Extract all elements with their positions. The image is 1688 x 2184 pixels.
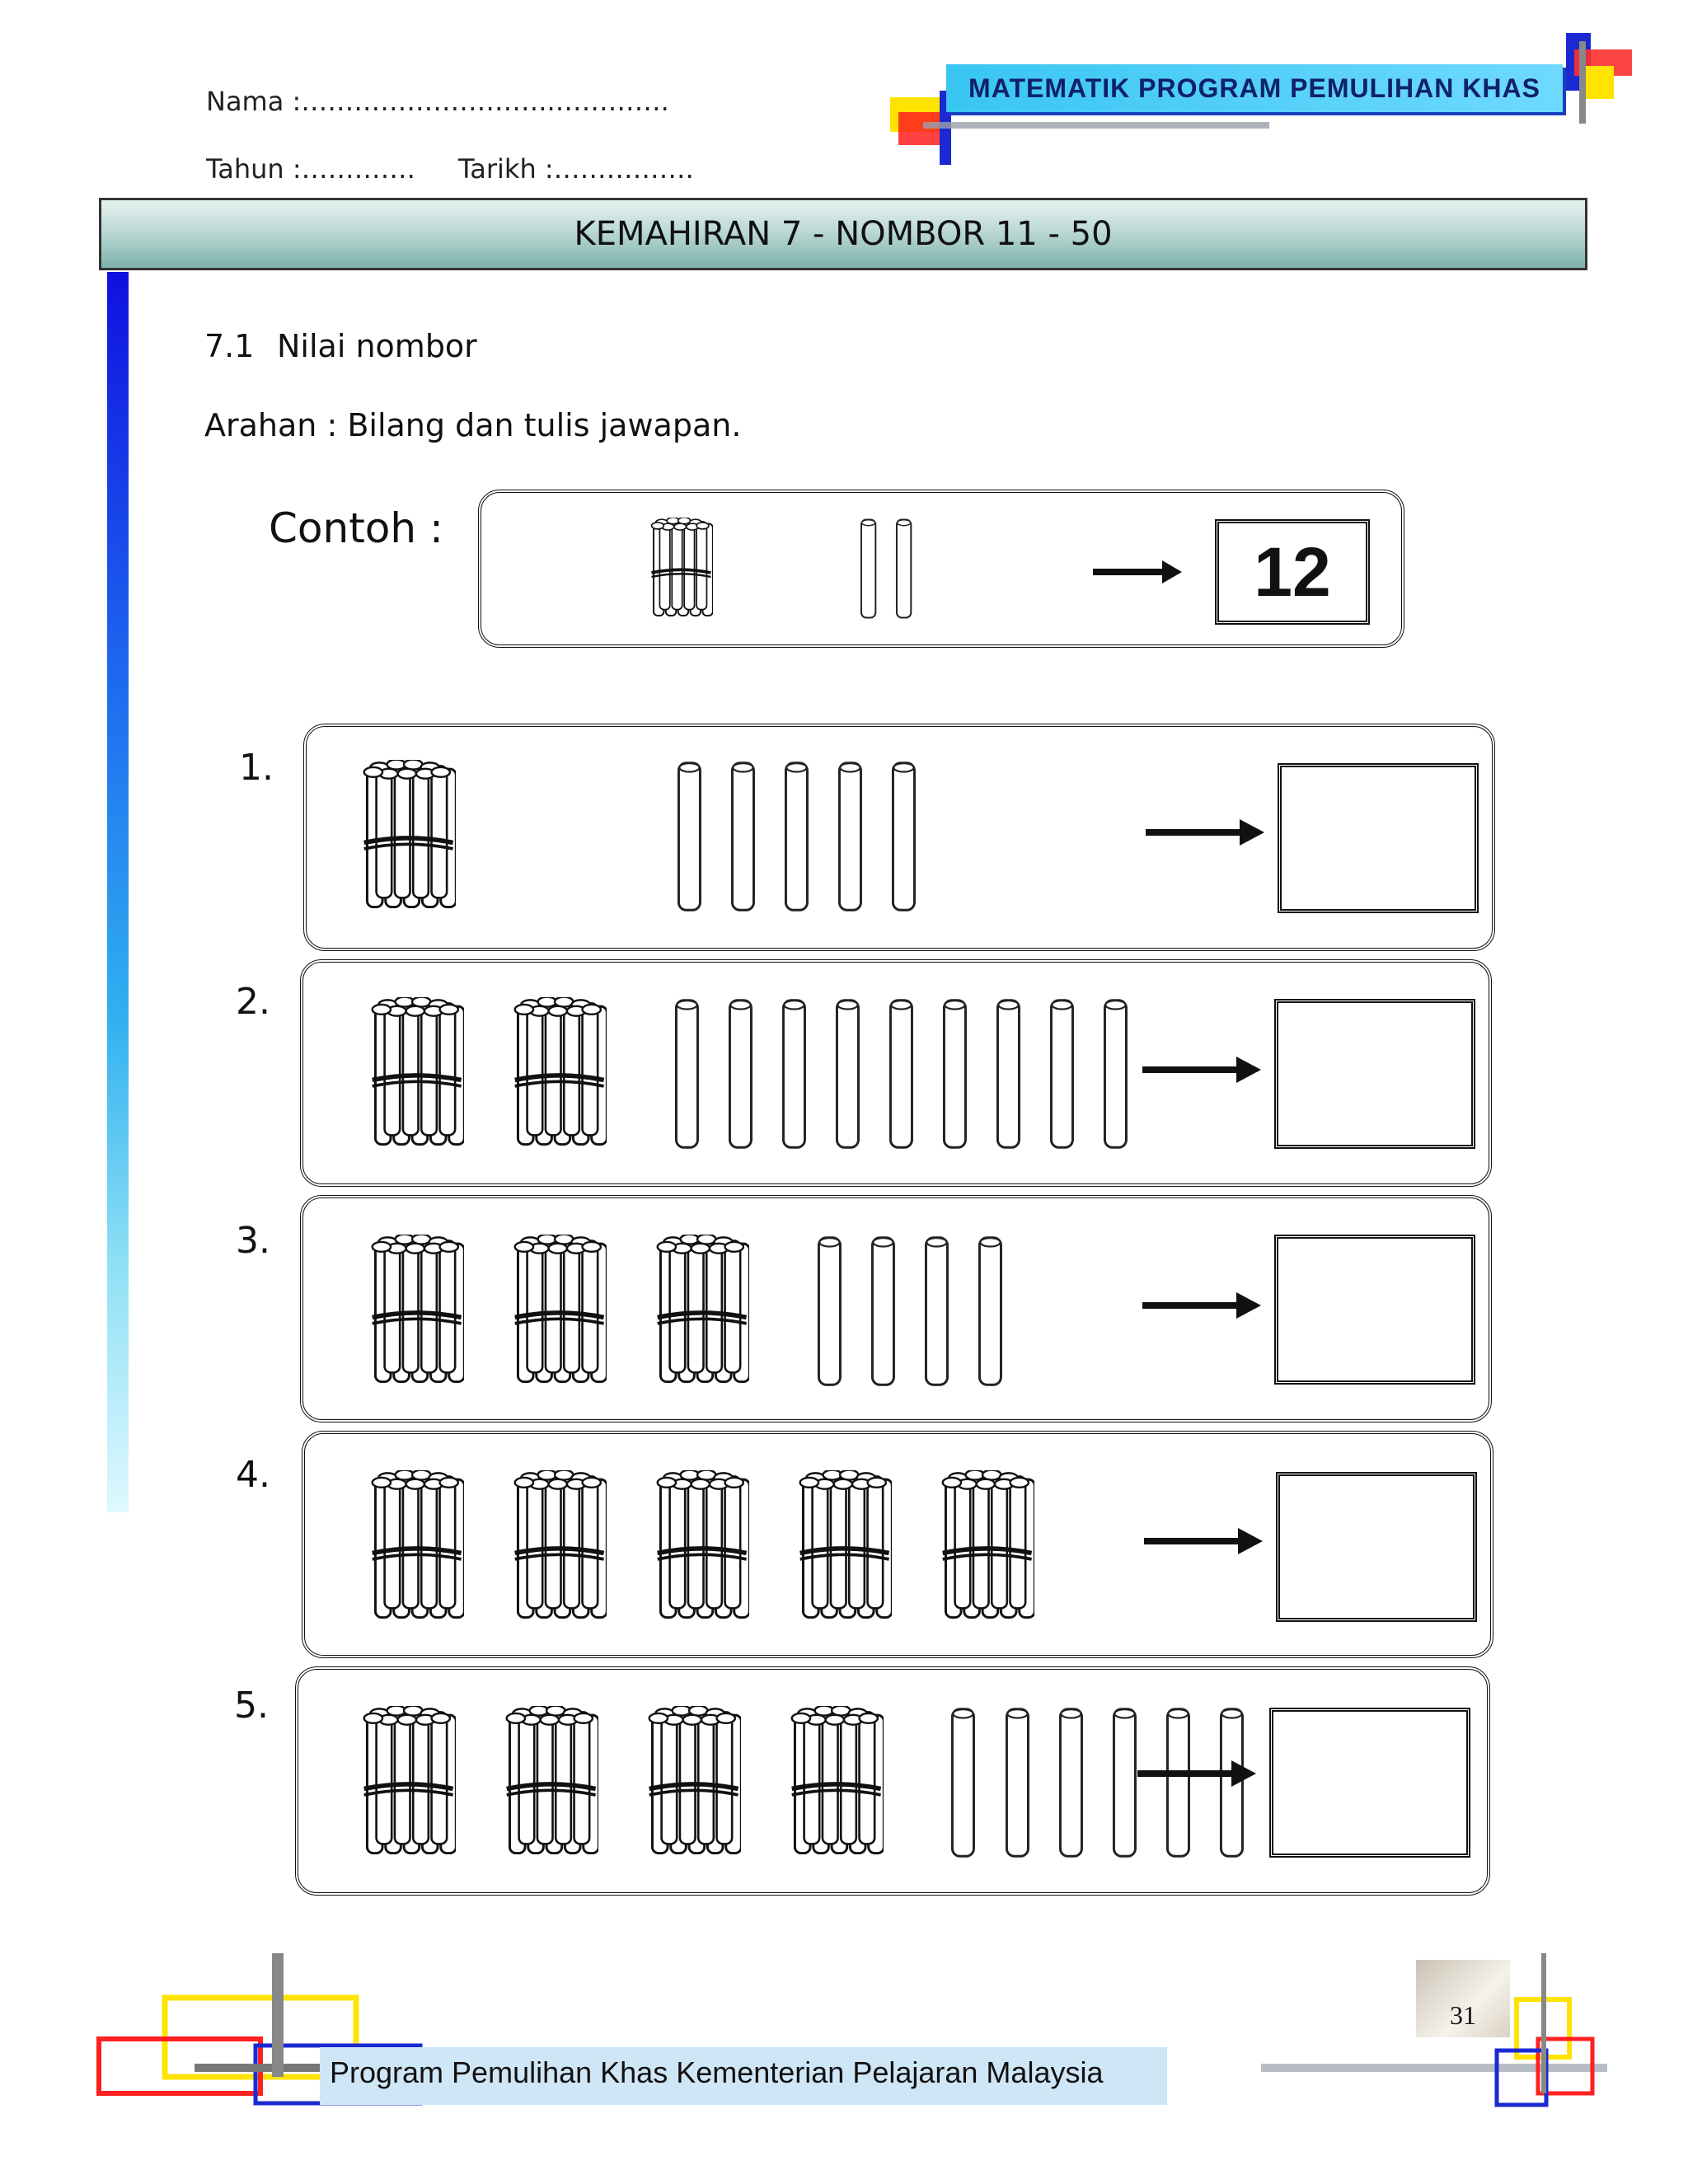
- single-stick-icon: [884, 997, 918, 1151]
- question-box: [303, 724, 1495, 951]
- bundle-of-ten-icon: [646, 1706, 741, 1859]
- single-stick-icon: [1045, 997, 1079, 1151]
- answer-box[interactable]: [1274, 999, 1475, 1149]
- program-banner: MATEMATIK PROGRAM PEMULIHAN KHAS: [946, 64, 1563, 112]
- single-stick-icon: [673, 760, 706, 913]
- bundle-of-ten-icon: [361, 760, 456, 913]
- bundle-of-ten-icon: [649, 518, 713, 620]
- example-items: [649, 518, 1144, 620]
- arrow-icon: [1137, 1754, 1259, 1793]
- arrow-icon: [1142, 1286, 1264, 1325]
- bundle-of-ten-icon: [789, 1706, 884, 1859]
- answer-box[interactable]: [1276, 1472, 1477, 1622]
- bundle-of-ten-icon: [369, 1235, 464, 1388]
- single-stick-icon: [920, 1235, 954, 1388]
- single-stick-icon: [1099, 997, 1132, 1151]
- answer-box[interactable]: [1278, 763, 1479, 913]
- question-box: [300, 959, 1492, 1187]
- date-field[interactable]: Tarikh :…………….: [458, 153, 694, 185]
- question-number: 5.: [234, 1685, 269, 1727]
- year-field[interactable]: Tahun :………….: [206, 153, 415, 185]
- example-box: [478, 490, 1404, 648]
- bundle-of-ten-icon: [361, 1706, 456, 1859]
- page-number-text: 31: [1450, 2000, 1476, 2030]
- arrow-icon: [1142, 1050, 1264, 1090]
- single-stick-icon: [1108, 1706, 1142, 1859]
- question-box: [302, 1431, 1493, 1658]
- single-stick-icon: [866, 1235, 900, 1388]
- section-name: Nilai nombor: [277, 328, 477, 364]
- question-number: 2.: [236, 981, 270, 1023]
- single-stick-icon: [670, 997, 704, 1151]
- example-answer: 12: [1254, 532, 1331, 611]
- example-label: Contoh :: [269, 504, 443, 552]
- footer-text: Program Pemulihan Khas Kementerian Pelajaran Malaysia: [330, 2055, 1104, 2089]
- single-stick-icon: [831, 997, 865, 1151]
- bundle-of-ten-icon: [369, 997, 464, 1151]
- arrow-icon: [1144, 1521, 1266, 1561]
- question-box: [300, 1195, 1492, 1422]
- page-number: [1416, 1960, 1510, 2037]
- question-number: 1.: [239, 747, 274, 789]
- question-items: [369, 1235, 1193, 1388]
- sidebar-gradient: [107, 272, 129, 1512]
- name-field[interactable]: Nama :………………………..………….: [206, 86, 669, 117]
- bundle-of-ten-icon: [512, 997, 607, 1151]
- single-stick-icon: [777, 997, 811, 1151]
- arrow-icon: [1093, 555, 1184, 588]
- single-stick-icon: [887, 760, 921, 913]
- example-answer-box: [1215, 519, 1370, 625]
- question-box: [295, 1666, 1490, 1896]
- single-stick-icon: [973, 1235, 1007, 1388]
- question-number: 4.: [236, 1454, 270, 1496]
- bundle-of-ten-icon: [369, 1470, 464, 1624]
- question-items: [369, 997, 1193, 1151]
- single-stick-icon: [857, 518, 879, 620]
- question-items: [361, 760, 1185, 913]
- section-number: 7.1: [204, 328, 255, 364]
- bundle-of-ten-icon: [504, 1706, 598, 1859]
- bundle-of-ten-icon: [654, 1470, 749, 1624]
- bundle-of-ten-icon: [797, 1470, 892, 1624]
- bundle-of-ten-icon: [654, 1235, 749, 1388]
- instruction: Arahan : Bilang dan tulis jawapan.: [204, 407, 742, 443]
- question-items: [361, 1706, 1185, 1859]
- single-stick-icon: [1054, 1706, 1088, 1859]
- single-stick-icon: [724, 997, 757, 1151]
- single-stick-icon: [813, 1235, 846, 1388]
- bundle-of-ten-icon: [940, 1470, 1034, 1624]
- arrow-icon: [1146, 813, 1268, 852]
- single-stick-icon: [938, 997, 972, 1151]
- page-title: KEMAHIRAN 7 - NOMBOR 11 - 50: [99, 198, 1587, 270]
- single-stick-icon: [780, 760, 814, 913]
- single-stick-icon: [726, 760, 760, 913]
- single-stick-icon: [833, 760, 867, 913]
- answer-box[interactable]: [1274, 1235, 1475, 1385]
- single-stick-icon: [893, 518, 915, 620]
- question-items: [369, 1470, 1193, 1624]
- bundle-of-ten-icon: [512, 1470, 607, 1624]
- single-stick-icon: [1001, 1706, 1034, 1859]
- answer-box[interactable]: [1269, 1708, 1470, 1858]
- bundle-of-ten-icon: [512, 1235, 607, 1388]
- question-number: 3.: [236, 1220, 270, 1262]
- single-stick-icon: [992, 997, 1025, 1151]
- single-stick-icon: [946, 1706, 980, 1859]
